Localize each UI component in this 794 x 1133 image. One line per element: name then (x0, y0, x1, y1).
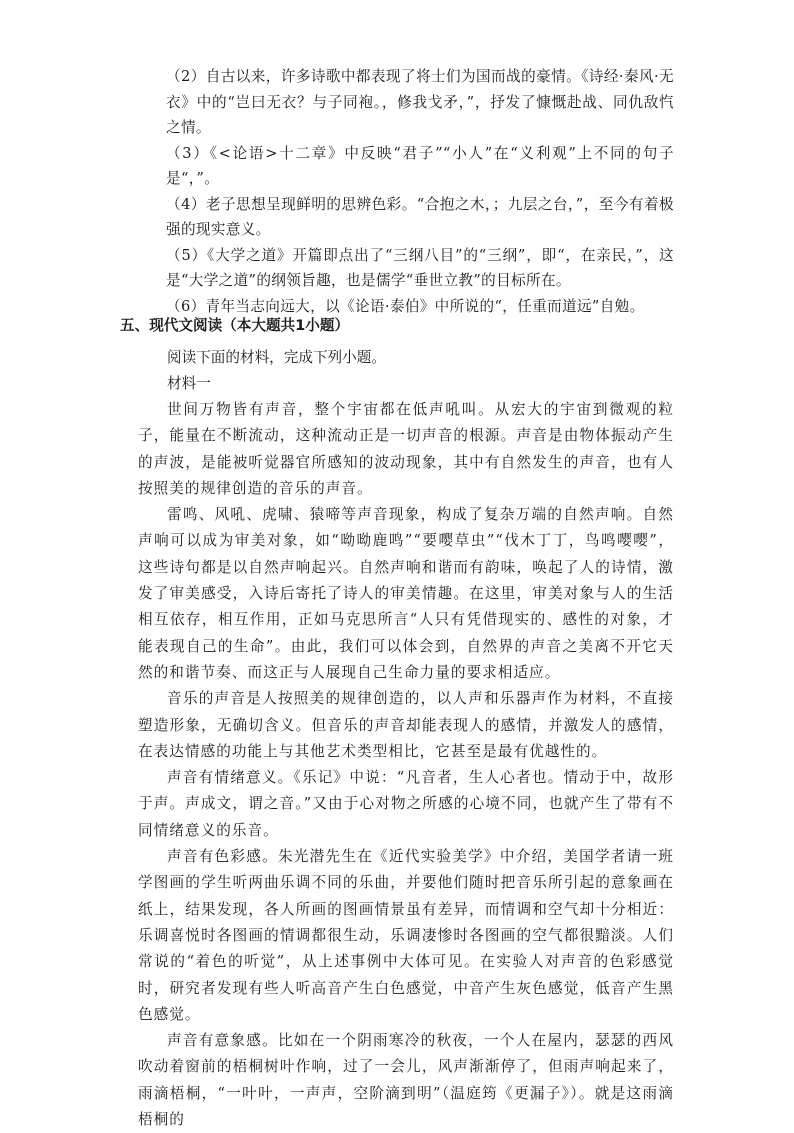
question-3: （3）《<论语>十二章》中反映“君子”“小人”在“义利观”上不同的句子是“，”。 (166, 144, 674, 187)
passage-paragraph: 声音有情绪意义。《乐记》中说：“凡音者，生人心者也。情动于中，故形于声。声成文，谓之音。”又由于心对物之所感的心境不同，也就产生了带有不同情绪意义的乐音。 (138, 769, 674, 839)
passage-paragraph: 雷鸣、风吼、虎啸、猿啼等声音现象，构成了复杂万端的自然声响。自然声响可以成为审美对象，如“呦呦鹿鸣”“要嘤草虫”“伐木丁丁，鸟鸣嘤嘤”，这些诗句都是以自然声响起兴。自然声响和谐而有韵味，唤起了人的诗情，激发了审美感受，入诗后寄托了诗人的审美情趣。在这里，审美对象与人的生活相互依存，相互作用，正如马克思所言“人只有凭借现实的、感性的对象，才能表现自己的生命”。由此，我们可以体会到，自然界的声音之美离不开它天然的和谐节奏、而这正与人展现自己生命力量的要求相适应。 (138, 506, 674, 681)
question-6: （6）青年当志向远大，以《论语·泰伯》中所说的“，任重而道远”自勉。 (166, 297, 645, 315)
question-5: （5）《大学之道》开篇即点出了“三纲八目”的“三纲”，即“，在亲民，”，这是“大学之道”的纲领旨趣，也是儒学“垂世立教”的目标所在。 (166, 246, 674, 289)
question-4: （4）老子思想呈现鲜明的思辨色彩。“合抱之木，；九层之台，”，至今有着极强的现实意义。 (166, 195, 674, 238)
material-label: 材料一 (167, 375, 211, 392)
passage-paragraph: 音乐的声音是人按照美的规律创造的，以人声和乐器声作为材料，不直接塑造形象，无确切含义。但音乐的声音却能表现人的感情，并激发人的感情，在表达情感的功能上与其他艺术类型相比，它甚至是最有优越性的。 (138, 690, 674, 760)
reading-instruction: 阅读下面的材料，完成下列小题。 (167, 349, 386, 366)
section-5-title: 五、现代文阅读（本大题共1小题） (120, 317, 350, 334)
passage-paragraph: 世间万物皆有声音，整个宇宙都在低声吼叫。从宏大的宇宙到微观的粒子，能量在不断流动，这种流动正是一切声音的根源。声音是由物体振动产生的声波，是能被听觉器官所感知的波动现象，其中有自然发生的声音，也有人按照美的规律创造的音乐的声音。 (138, 401, 674, 497)
passage-paragraph: 声音有意象感。比如在一个阴雨寒冷的秋夜，一个人在屋内，瑟瑟的西风吹动着窗前的梧桐树叶作响，过了一会儿，风声渐渐停了，但雨声响起来了，雨滴梧桐，“一叶叶，一声声，空阶滴到明”（温庭筠《更漏子》）。就是这雨滴梧桐的 (138, 1032, 674, 1129)
fill-in-questions (138, 64, 674, 319)
passage-paragraph: 声音有色彩感。朱光潜先生在《近代实验美学》中介绍，美国学者请一班学图画的学生听两曲乐调不同的乐曲，并要他们随时把音乐所引起的意象画在纸上，结果发现，各人所画的图画情景虽有差异，而情调和空气却十分相近：乐调喜悦时各图画的情调都很生动，乐调凄惨时各图画的空气都很黯淡。人们常说的“着色的听觉”，从上述事例中大体可见。在实验人对声音的色彩感觉时，研究者发现有些人听高音产生白色感觉，中音产生灰色感觉，低音产生黑色感觉。 (138, 848, 674, 1023)
reading-passage (138, 397, 674, 1133)
question-2: （2）自古以来，许多诗歌中都表现了将士们为国而战的豪情。《诗经·秦风·无衣》中的“岂曰无衣？与子同袍。，修我戈矛，”，抒发了慷慨赴战、同仇敌忾之情。 (166, 68, 674, 136)
